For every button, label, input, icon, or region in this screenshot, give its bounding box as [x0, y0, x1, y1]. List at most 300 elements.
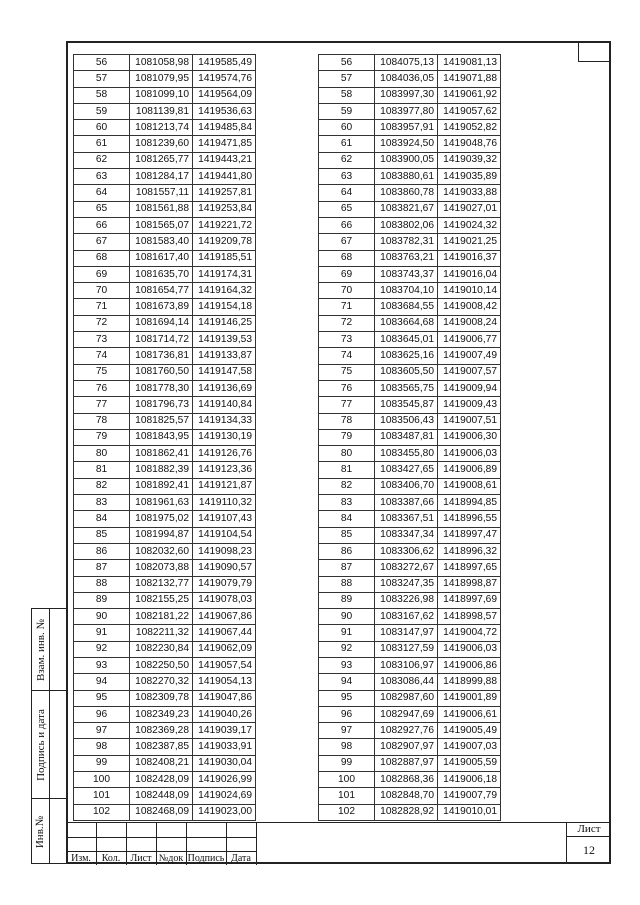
coord-y: 1419006,18: [438, 772, 501, 788]
point-number: 88: [74, 576, 130, 592]
coord-y: 1419006,03: [438, 446, 501, 462]
coord-y: 1418996,55: [438, 511, 501, 527]
table-row: [74, 250, 256, 266]
coord-x: 1082947,69: [375, 706, 438, 722]
coord-x: 1082428,09: [130, 772, 193, 788]
coord-y: 1419033,91: [193, 739, 256, 755]
coord-y: 1419024,32: [438, 217, 501, 233]
point-number: 97: [319, 723, 375, 739]
coord-x: 1083127,59: [375, 641, 438, 657]
point-number: 87: [319, 560, 375, 576]
point-number: 81: [74, 462, 130, 478]
coord-x: 1083900,05: [375, 152, 438, 168]
coord-x: 1083147,97: [375, 625, 438, 641]
corner-box: [578, 42, 610, 62]
table-row: [319, 429, 501, 445]
point-number: 90: [319, 609, 375, 625]
point-number: 94: [319, 674, 375, 690]
side-strip: [31, 608, 67, 864]
table-row: [319, 55, 501, 71]
vzam-label: Взам. инв. №: [34, 619, 47, 681]
coord-y: 1419164,32: [193, 283, 256, 299]
table-row: [74, 266, 256, 282]
coord-x: 1081139,81: [130, 103, 193, 119]
point-number: 98: [74, 739, 130, 755]
point-number: 68: [74, 250, 130, 266]
coord-x: 1082468,09: [130, 804, 193, 820]
coord-y: 1419057,54: [193, 657, 256, 673]
point-number: 78: [319, 413, 375, 429]
coord-x: 1081778,30: [130, 380, 193, 396]
table-row: [319, 576, 501, 592]
point-number: 56: [74, 55, 130, 71]
coord-y: 1419008,42: [438, 299, 501, 315]
table-row: [319, 804, 501, 820]
coord-x: 1082907,97: [375, 739, 438, 755]
table-row: [319, 657, 501, 673]
coord-x: 1081635,70: [130, 266, 193, 282]
point-number: 61: [319, 136, 375, 152]
point-number: 89: [74, 592, 130, 608]
point-number: 80: [74, 446, 130, 462]
coord-y: 1419030,04: [193, 755, 256, 771]
table-row: [319, 511, 501, 527]
coord-x: 1083684,55: [375, 299, 438, 315]
coord-y: 1419010,14: [438, 283, 501, 299]
table-row: [319, 87, 501, 103]
coord-y: 1419006,77: [438, 332, 501, 348]
coord-x: 1082155,25: [130, 592, 193, 608]
coord-x: 1083455,80: [375, 446, 438, 462]
coord-y: 1419585,49: [193, 55, 256, 71]
coord-x: 1083997,30: [375, 87, 438, 103]
coord-y: 1418999,88: [438, 674, 501, 690]
point-number: 79: [74, 429, 130, 445]
stamp-label-izm: Изм.: [71, 853, 91, 864]
point-number: 102: [319, 804, 375, 820]
coord-x: 1083272,67: [375, 560, 438, 576]
coord-y: 1419016,37: [438, 250, 501, 266]
coord-y: 1419067,86: [193, 609, 256, 625]
point-number: 57: [319, 71, 375, 87]
point-number: 93: [74, 657, 130, 673]
coord-y: 1419147,58: [193, 364, 256, 380]
table-row: [74, 625, 256, 641]
coordinates-table-right: [318, 54, 501, 821]
coord-x: 1083506,43: [375, 413, 438, 429]
point-number: 86: [319, 543, 375, 559]
coord-x: 1083406,70: [375, 478, 438, 494]
point-number: 82: [319, 478, 375, 494]
point-number: 66: [319, 217, 375, 233]
point-number: 73: [74, 332, 130, 348]
point-number: 70: [74, 283, 130, 299]
point-number: 59: [74, 103, 130, 119]
coord-y: 1419024,69: [193, 788, 256, 804]
coord-y: 1419008,61: [438, 478, 501, 494]
point-number: 89: [319, 592, 375, 608]
coord-x: 1081557,11: [130, 185, 193, 201]
table-row: [319, 446, 501, 462]
table-row: [319, 755, 501, 771]
coord-x: 1083545,87: [375, 397, 438, 413]
table-row: [74, 657, 256, 673]
table-row: [319, 152, 501, 168]
coord-x: 1081760,50: [130, 364, 193, 380]
point-number: 80: [319, 446, 375, 462]
coord-y: 1419081,13: [438, 55, 501, 71]
coord-y: 1419253,84: [193, 201, 256, 217]
coord-y: 1419048,76: [438, 136, 501, 152]
table-row: [319, 71, 501, 87]
point-number: 75: [74, 364, 130, 380]
sheet-label: Лист: [567, 822, 611, 837]
point-number: 101: [319, 788, 375, 804]
coord-x: 1082073,88: [130, 560, 193, 576]
coord-y: 1419140,84: [193, 397, 256, 413]
coord-x: 1081882,39: [130, 462, 193, 478]
stamp-label-kol: Кол.: [101, 853, 121, 864]
coord-x: 1083957,91: [375, 120, 438, 136]
coord-y: 1419057,62: [438, 103, 501, 119]
table-row: [74, 201, 256, 217]
table-row: [319, 299, 501, 315]
table-row: [74, 120, 256, 136]
coord-y: 1419133,87: [193, 348, 256, 364]
table-row: [74, 152, 256, 168]
point-number: 76: [74, 380, 130, 396]
table-row: [74, 755, 256, 771]
point-number: 81: [319, 462, 375, 478]
point-number: 77: [74, 397, 130, 413]
table-row: [319, 772, 501, 788]
coord-x: 1081099,10: [130, 87, 193, 103]
table-row: [319, 250, 501, 266]
table-row: [319, 625, 501, 641]
point-number: 72: [74, 315, 130, 331]
table-row: [74, 576, 256, 592]
point-number: 84: [74, 511, 130, 527]
coord-y: 1419071,88: [438, 71, 501, 87]
point-number: 65: [319, 201, 375, 217]
table-row: [74, 169, 256, 185]
table-row: [74, 413, 256, 429]
coord-x: 1082132,77: [130, 576, 193, 592]
coord-x: 1083860,78: [375, 185, 438, 201]
coord-y: 1419209,78: [193, 234, 256, 250]
point-number: 100: [74, 772, 130, 788]
point-number: 60: [319, 120, 375, 136]
point-number: 74: [74, 348, 130, 364]
coord-x: 1082181,22: [130, 609, 193, 625]
coord-y: 1419471,85: [193, 136, 256, 152]
coord-x: 1083247,35: [375, 576, 438, 592]
point-number: 83: [74, 495, 130, 511]
coord-y: 1418996,32: [438, 543, 501, 559]
table-row: [319, 592, 501, 608]
coord-y: 1419062,09: [193, 641, 256, 657]
table-row: [319, 739, 501, 755]
coord-y: 1419098,23: [193, 543, 256, 559]
table-row: [74, 234, 256, 250]
coord-y: 1419121,87: [193, 478, 256, 494]
coord-y: 1419564,09: [193, 87, 256, 103]
coord-y: 1419174,31: [193, 266, 256, 282]
coord-y: 1419257,81: [193, 185, 256, 201]
coord-x: 1082448,09: [130, 788, 193, 804]
point-number: 99: [74, 755, 130, 771]
table-row: [74, 478, 256, 494]
coord-x: 1081565,07: [130, 217, 193, 233]
table-row: [74, 429, 256, 445]
coord-y: 1419035,89: [438, 169, 501, 185]
point-number: 58: [319, 87, 375, 103]
table-row: [74, 495, 256, 511]
coord-x: 1081994,87: [130, 527, 193, 543]
coord-x: 1081583,40: [130, 234, 193, 250]
coord-x: 1083704,10: [375, 283, 438, 299]
table-row: [74, 217, 256, 233]
table-row: [74, 103, 256, 119]
coord-y: 1419026,99: [193, 772, 256, 788]
coord-y: 1419040,26: [193, 706, 256, 722]
coord-x: 1083645,01: [375, 332, 438, 348]
coord-y: 1419139,53: [193, 332, 256, 348]
coord-y: 1419016,04: [438, 266, 501, 282]
table-row: [74, 332, 256, 348]
point-number: 71: [319, 299, 375, 315]
coord-x: 1082387,85: [130, 739, 193, 755]
coord-x: 1083664,68: [375, 315, 438, 331]
point-number: 62: [74, 152, 130, 168]
table-row: [319, 217, 501, 233]
point-number: 73: [319, 332, 375, 348]
coord-x: 1083086,44: [375, 674, 438, 690]
sheet-number: 12: [583, 843, 595, 857]
table-row: [319, 527, 501, 543]
table-row: [74, 739, 256, 755]
point-number: 92: [319, 641, 375, 657]
table-row: [74, 674, 256, 690]
coord-y: 1419006,61: [438, 706, 501, 722]
table-row: [74, 592, 256, 608]
point-number: 88: [319, 576, 375, 592]
table-row: [319, 788, 501, 804]
point-number: 79: [319, 429, 375, 445]
coord-x: 1081975,02: [130, 511, 193, 527]
point-number: 58: [74, 87, 130, 103]
coord-x: 1083306,62: [375, 543, 438, 559]
coord-x: 1082868,36: [375, 772, 438, 788]
point-number: 75: [319, 364, 375, 380]
coord-y: 1419441,80: [193, 169, 256, 185]
point-number: 93: [319, 657, 375, 673]
coord-y: 1419154,18: [193, 299, 256, 315]
point-number: 74: [319, 348, 375, 364]
point-number: 99: [319, 755, 375, 771]
point-number: 94: [74, 674, 130, 690]
coord-x: 1083625,16: [375, 348, 438, 364]
coord-y: 1419007,51: [438, 413, 501, 429]
coord-y: 1419079,79: [193, 576, 256, 592]
coord-y: 1419078,03: [193, 592, 256, 608]
coord-y: 1419067,44: [193, 625, 256, 641]
point-number: 77: [319, 397, 375, 413]
point-number: 64: [74, 185, 130, 201]
coord-x: 1081284,17: [130, 169, 193, 185]
point-number: 71: [74, 299, 130, 315]
coord-y: 1419007,49: [438, 348, 501, 364]
coord-y: 1419010,01: [438, 804, 501, 820]
point-number: 67: [74, 234, 130, 250]
table-row: [319, 413, 501, 429]
table-row: [319, 201, 501, 217]
coord-y: 1419009,94: [438, 380, 501, 396]
coordinates-table-left: [73, 54, 256, 821]
coord-x: 1082250,50: [130, 657, 193, 673]
table-row: [319, 543, 501, 559]
coord-x: 1081961,63: [130, 495, 193, 511]
sheet-box: [566, 822, 611, 864]
point-number: 68: [319, 250, 375, 266]
table-row: [319, 690, 501, 706]
point-number: 101: [74, 788, 130, 804]
coord-y: 1419485,84: [193, 120, 256, 136]
coord-y: 1419146,25: [193, 315, 256, 331]
title-block: [66, 822, 611, 865]
coord-x: 1083487,81: [375, 429, 438, 445]
point-number: 69: [74, 266, 130, 282]
coord-y: 1419047,86: [193, 690, 256, 706]
coord-x: 1082309,78: [130, 690, 193, 706]
coord-y: 1419536,63: [193, 103, 256, 119]
coord-x: 1081617,40: [130, 250, 193, 266]
table-row: [319, 706, 501, 722]
inv-label: Инв.№: [34, 815, 47, 849]
coord-y: 1419006,30: [438, 429, 501, 445]
point-number: 82: [74, 478, 130, 494]
point-number: 63: [74, 169, 130, 185]
coord-x: 1081825,57: [130, 413, 193, 429]
table-row: [319, 103, 501, 119]
coord-x: 1082828,92: [375, 804, 438, 820]
stamp-label-ndok: №док: [158, 853, 184, 864]
coord-x: 1082211,32: [130, 625, 193, 641]
table-row: [74, 380, 256, 396]
coord-x: 1082270,32: [130, 674, 193, 690]
coord-x: 1081892,41: [130, 478, 193, 494]
coord-x: 1081714,72: [130, 332, 193, 348]
coord-y: 1419023,00: [193, 804, 256, 820]
point-number: 83: [319, 495, 375, 511]
coord-y: 1419134,33: [193, 413, 256, 429]
table-row: [74, 348, 256, 364]
table-row: [319, 560, 501, 576]
point-number: 102: [74, 804, 130, 820]
table-row: [319, 397, 501, 413]
table-row: [74, 136, 256, 152]
table-row: [319, 495, 501, 511]
point-number: 78: [74, 413, 130, 429]
table-row: [319, 266, 501, 282]
point-number: 95: [319, 690, 375, 706]
coord-x: 1081843,95: [130, 429, 193, 445]
table-row: [319, 462, 501, 478]
coord-x: 1083347,34: [375, 527, 438, 543]
coord-x: 1083743,37: [375, 266, 438, 282]
point-number: 59: [319, 103, 375, 119]
table-row: [74, 690, 256, 706]
coord-x: 1082848,70: [375, 788, 438, 804]
coord-y: 1418994,85: [438, 495, 501, 511]
coord-y: 1419007,57: [438, 364, 501, 380]
coord-x: 1084075,13: [375, 55, 438, 71]
point-number: 91: [74, 625, 130, 641]
coord-x: 1082369,28: [130, 723, 193, 739]
coord-x: 1082927,76: [375, 723, 438, 739]
coord-y: 1418998,57: [438, 609, 501, 625]
coord-y: 1419006,03: [438, 641, 501, 657]
coord-y: 1418997,65: [438, 560, 501, 576]
point-number: 91: [319, 625, 375, 641]
coord-x: 1083763,21: [375, 250, 438, 266]
stamp-label-list: Лист: [130, 853, 152, 864]
table-row: [319, 674, 501, 690]
coord-x: 1081265,77: [130, 152, 193, 168]
coord-x: 1081239,60: [130, 136, 193, 152]
table-row: [319, 348, 501, 364]
point-number: 62: [319, 152, 375, 168]
table-row: [74, 397, 256, 413]
table-row: [74, 462, 256, 478]
coord-y: 1419110,32: [193, 495, 256, 511]
coord-y: 1419039,17: [193, 723, 256, 739]
coord-x: 1081079,95: [130, 71, 193, 87]
point-number: 69: [319, 266, 375, 282]
table-row: [319, 641, 501, 657]
table-row: [319, 380, 501, 396]
coord-y: 1419039,32: [438, 152, 501, 168]
coord-y: 1419001,89: [438, 690, 501, 706]
point-number: 65: [74, 201, 130, 217]
coord-y: 1419221,72: [193, 217, 256, 233]
point-number: 85: [319, 527, 375, 543]
coord-x: 1082408,21: [130, 755, 193, 771]
coord-y: 1419185,51: [193, 250, 256, 266]
coord-x: 1084036,05: [375, 71, 438, 87]
table-row: [319, 234, 501, 250]
table-row: [319, 478, 501, 494]
coord-x: 1083977,80: [375, 103, 438, 119]
point-number: 95: [74, 690, 130, 706]
point-number: 90: [74, 609, 130, 625]
coord-y: 1419054,13: [193, 674, 256, 690]
table-row: [319, 136, 501, 152]
table-row: [74, 706, 256, 722]
table-row: [74, 55, 256, 71]
coord-x: 1083427,65: [375, 462, 438, 478]
coord-y: 1419052,82: [438, 120, 501, 136]
coord-x: 1081796,73: [130, 397, 193, 413]
point-number: 60: [74, 120, 130, 136]
table-row: [74, 788, 256, 804]
coord-y: 1419021,25: [438, 234, 501, 250]
coord-y: 1419061,92: [438, 87, 501, 103]
coord-y: 1418997,47: [438, 527, 501, 543]
coord-y: 1419033,88: [438, 185, 501, 201]
point-number: 98: [319, 739, 375, 755]
table-row: [74, 641, 256, 657]
